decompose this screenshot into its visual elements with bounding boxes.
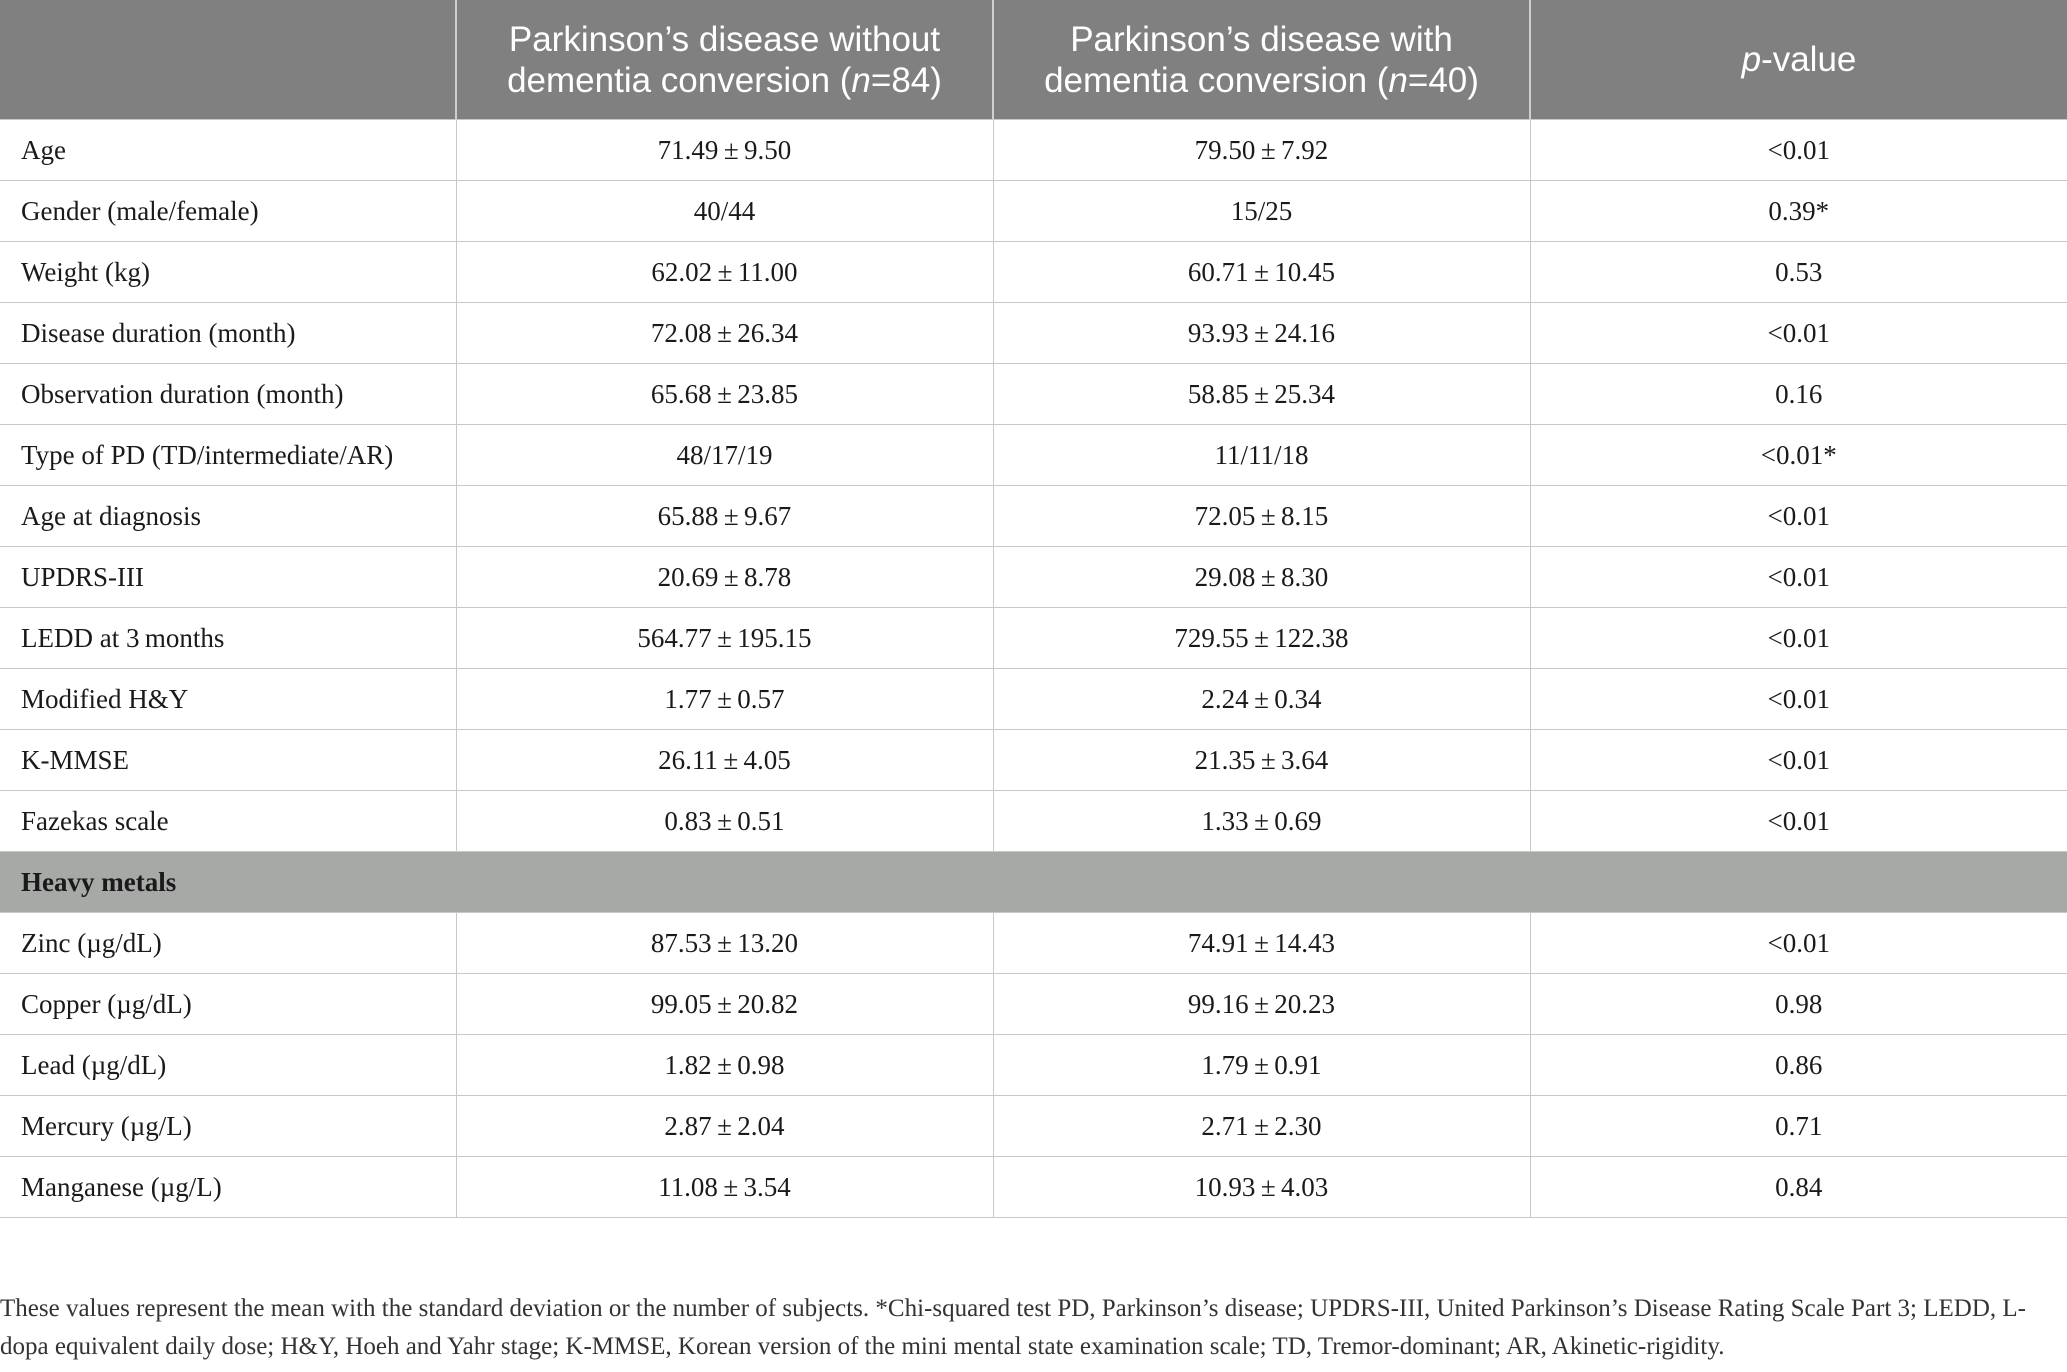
table-row xyxy=(0,669,2067,730)
section-row-heavy-metals xyxy=(0,852,2067,913)
value-without-dementia: 26.11 ± 4.05 xyxy=(456,730,993,791)
p-value: 0.84 xyxy=(1530,1157,2067,1218)
value-with-dementia: 72.05 ± 8.15 xyxy=(993,486,1530,547)
header-p-value: p-value xyxy=(1530,0,2067,120)
value-without-dementia: 11.08 ± 3.54 xyxy=(456,1157,993,1218)
table-row xyxy=(0,730,2067,791)
row-label: Age at diagnosis xyxy=(0,486,456,547)
table-row xyxy=(0,913,2067,974)
row-label: Fazekas scale xyxy=(0,791,456,852)
value-without-dementia: 71.49 ± 9.50 xyxy=(456,120,993,181)
value-with-dementia: 21.35 ± 3.64 xyxy=(993,730,1530,791)
table-row xyxy=(0,242,2067,303)
p-value: 0.16 xyxy=(1530,364,2067,425)
value-with-dementia: 15/25 xyxy=(993,181,1530,242)
row-label: Modified H&Y xyxy=(0,669,456,730)
row-label: Age xyxy=(0,120,456,181)
value-with-dementia: 2.71 ± 2.30 xyxy=(993,1096,1530,1157)
section-label: Heavy metals xyxy=(0,852,2067,913)
p-value: <0.01 xyxy=(1530,608,2067,669)
value-without-dementia: 0.83 ± 0.51 xyxy=(456,791,993,852)
value-without-dementia: 65.68 ± 23.85 xyxy=(456,364,993,425)
row-label: K-MMSE xyxy=(0,730,456,791)
p-value: <0.01 xyxy=(1530,486,2067,547)
value-without-dementia: 40/44 xyxy=(456,181,993,242)
table-row xyxy=(0,608,2067,669)
p-value: <0.01 xyxy=(1530,547,2067,608)
value-without-dementia: 99.05 ± 20.82 xyxy=(456,974,993,1035)
row-label: LEDD at 3 months xyxy=(0,608,456,669)
header-blank xyxy=(0,0,456,120)
table-row xyxy=(0,791,2067,852)
value-without-dementia: 2.87 ± 2.04 xyxy=(456,1096,993,1157)
p-value: 0.98 xyxy=(1530,974,2067,1035)
value-with-dementia: 1.79 ± 0.91 xyxy=(993,1035,1530,1096)
table-footnote: These values represent the mean with the standard deviation or the number of subjects. *Chi-squared test PD, Parkinson’s disease; UPDRS-III, United Parkinson’s Disease Rating Scale Part 3; LEDD, L-dopa equivalent daily dose; H&Y, Hoeh and Yahr stage; K-MMSE, Korean version of the mini mental state examination scale; TD, Tremor-dominant; AR, Akinetic-rigidity. xyxy=(0,1295,2026,1360)
row-label: UPDRS-III xyxy=(0,547,456,608)
table-header xyxy=(0,0,2067,120)
value-without-dementia: 62.02 ± 11.00 xyxy=(456,242,993,303)
table-row xyxy=(0,303,2067,364)
row-label: Lead (µg/dL) xyxy=(0,1035,456,1096)
table-row xyxy=(0,547,2067,608)
p-value: 0.71 xyxy=(1530,1096,2067,1157)
p-value: 0.86 xyxy=(1530,1035,2067,1096)
row-label: Mercury (µg/L) xyxy=(0,1096,456,1157)
value-without-dementia: 20.69 ± 8.78 xyxy=(456,547,993,608)
header-row xyxy=(0,0,2067,120)
value-with-dementia: 58.85 ± 25.34 xyxy=(993,364,1530,425)
value-with-dementia: 2.24 ± 0.34 xyxy=(993,669,1530,730)
row-label: Weight (kg) xyxy=(0,242,456,303)
row-label: Manganese (µg/L) xyxy=(0,1157,456,1218)
row-label: Gender (male/female) xyxy=(0,181,456,242)
value-without-dementia: 48/17/19 xyxy=(456,425,993,486)
p-value: <0.01* xyxy=(1530,425,2067,486)
value-without-dementia: 72.08 ± 26.34 xyxy=(456,303,993,364)
row-label: Type of PD (TD/intermediate/AR) xyxy=(0,425,456,486)
value-with-dementia: 60.71 ± 10.45 xyxy=(993,242,1530,303)
header-pd-without-dementia: Parkinson’s disease without dementia conversion (n=84) xyxy=(456,0,993,120)
p-value: <0.01 xyxy=(1530,791,2067,852)
p-value: <0.01 xyxy=(1530,669,2067,730)
value-without-dementia: 65.88 ± 9.67 xyxy=(456,486,993,547)
row-label: Copper (µg/dL) xyxy=(0,974,456,1035)
value-without-dementia: 87.53 ± 13.20 xyxy=(456,913,993,974)
value-with-dementia: 74.91 ± 14.43 xyxy=(993,913,1530,974)
row-label: Observation duration (month) xyxy=(0,364,456,425)
value-with-dementia: 11/11/18 xyxy=(993,425,1530,486)
p-value: <0.01 xyxy=(1530,120,2067,181)
value-without-dementia: 1.77 ± 0.57 xyxy=(456,669,993,730)
p-value: <0.01 xyxy=(1530,913,2067,974)
table-body xyxy=(0,120,2067,1218)
value-with-dementia: 79.50 ± 7.92 xyxy=(993,120,1530,181)
value-with-dementia: 729.55 ± 122.38 xyxy=(993,608,1530,669)
value-with-dementia: 99.16 ± 20.23 xyxy=(993,974,1530,1035)
row-label: Zinc (µg/dL) xyxy=(0,913,456,974)
value-with-dementia: 1.33 ± 0.69 xyxy=(993,791,1530,852)
table-row xyxy=(0,120,2067,181)
value-with-dementia: 93.93 ± 24.16 xyxy=(993,303,1530,364)
table-row xyxy=(0,1157,2067,1218)
value-without-dementia: 1.82 ± 0.98 xyxy=(456,1035,993,1096)
table-row xyxy=(0,974,2067,1035)
row-label: Disease duration (month) xyxy=(0,303,456,364)
value-with-dementia: 10.93 ± 4.03 xyxy=(993,1157,1530,1218)
header-pd-with-dementia: Parkinson’s disease with dementia conversion (n=40) xyxy=(993,0,1530,120)
table-row xyxy=(0,1096,2067,1157)
table-row xyxy=(0,181,2067,242)
p-value: <0.01 xyxy=(1530,303,2067,364)
p-value: 0.53 xyxy=(1530,242,2067,303)
table-row xyxy=(0,425,2067,486)
p-value: <0.01 xyxy=(1530,730,2067,791)
table-row xyxy=(0,486,2067,547)
p-value: 0.39* xyxy=(1530,181,2067,242)
value-without-dementia: 564.77 ± 195.15 xyxy=(456,608,993,669)
table-row xyxy=(0,1035,2067,1096)
table-row xyxy=(0,364,2067,425)
value-with-dementia: 29.08 ± 8.30 xyxy=(993,547,1530,608)
